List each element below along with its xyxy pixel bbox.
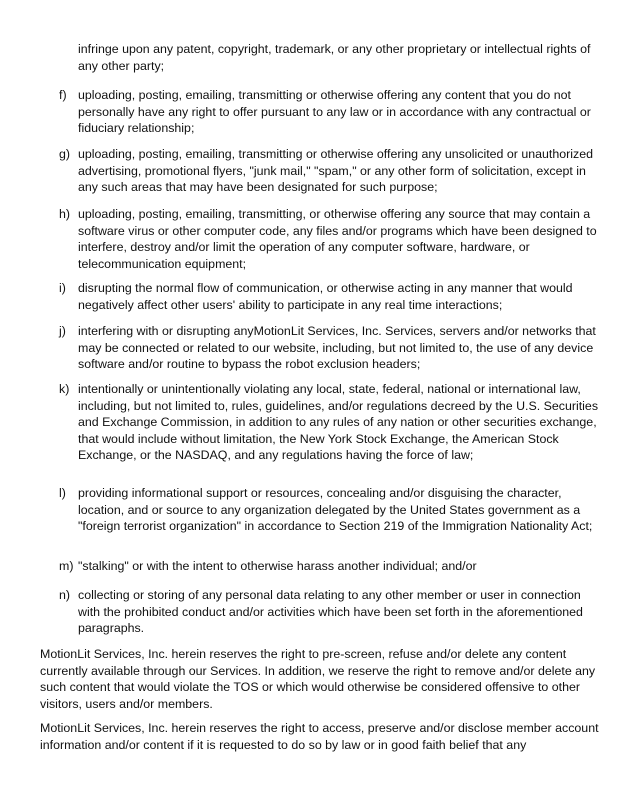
list-item-h: [59, 206, 599, 272]
list-item-text: uploading, posting, emailing, transmitting, or otherwise offering any source that may contain a software virus or other computer code, any files and/or programs which have been designed to interfere, destroy and/or limit the operation of any computer software, hardware, or telecommunication equipment;: [78, 207, 597, 271]
list-item-text: providing informational support or resources, concealing and/or disguising the character, location, and or source to any organization delegated by the United States government as a "foreign terrorist organization" in accordance to Section 219 of the Immigration Nationality Act;: [78, 486, 593, 534]
list-item-text: interfering with or disrupting anyMotionLit Services, Inc. Services, servers and/or networks that may be connected or related to our website, including, but not limited to, the use of any device software and/or routine to bypass the robot exclusion headers;: [78, 324, 596, 372]
list-item-m: [59, 558, 599, 575]
list-item-text: "stalking" or with the intent to otherwise harass another individual; and/or: [78, 559, 477, 573]
list-item-text: uploading, posting, emailing, transmitting or otherwise offering any content that you do not personally have any right to offer pursuant to any law or in accordance with any contractual or fiduciary relationship;: [78, 88, 591, 136]
list-item-j: [59, 323, 599, 373]
continued-clause-text: infringe upon any patent, copyright, trademark, or any other proprietary or intellectual rights of any other party;: [78, 42, 591, 73]
list-item-marker: n): [59, 588, 71, 602]
list-item-marker: l): [59, 486, 66, 500]
list-item-text: uploading, posting, emailing, transmitting or otherwise offering any unsolicited or unauthorized advertising, promotional flyers, "junk mail," "spam," or any other form of solicitation, except in any such areas that may have been designated for such purpose;: [78, 147, 593, 195]
list-item-marker: g): [59, 147, 71, 161]
list-item-text: disrupting the normal flow of communication, or otherwise acting in any manner that would negatively affect other users' ability to participate in any real time interactions;: [78, 281, 573, 312]
list-item-text: intentionally or unintentionally violating any local, state, federal, national or international law, including, but not limited to, rules, guidelines, and/or regulations decreed by the U.S. Securities and Exchange Commission, in addition to any rules of any nation or other securities exchange, that would include without limitation, the New York Stock Exchange, the American Stock Exchange, or the NASDAQ, and any regulations having the force of law;: [78, 382, 599, 463]
list-item-i: [59, 280, 599, 313]
list-item-g: [59, 146, 599, 196]
list-item-l: [59, 485, 599, 535]
list-item-marker: j): [59, 324, 66, 338]
account-disclosure-paragraph: MotionLit Services, Inc. herein reserves the right to access, preserve and/or disclose member account information and/or content if it is requested to do so by law or in good faith belief that any: [40, 721, 599, 752]
list-item-marker: i): [59, 281, 66, 295]
list-item-marker: f): [59, 88, 67, 102]
list-item-marker: h): [59, 207, 71, 221]
content-removal-paragraph: MotionLit Services, Inc. herein reserves the right to pre-screen, refuse and/or delete any content currently available through our Services. In addition, we reserve the right to remove and/or delete any such content that would violate the TOS or which would otherwise be considered offensive to other visitors, users and/or members.: [40, 647, 596, 711]
list-item-f: [59, 87, 599, 137]
list-item-marker: m): [59, 559, 74, 573]
list-item-text: collecting or storing of any personal data relating to any other member or user in connection with the prohibited conduct and/or activities which have been set forth in the aforementioned paragraphs.: [78, 588, 583, 636]
list-item-k: [59, 381, 599, 464]
list-item-n: [59, 587, 599, 637]
list-item-marker: k): [59, 382, 70, 396]
